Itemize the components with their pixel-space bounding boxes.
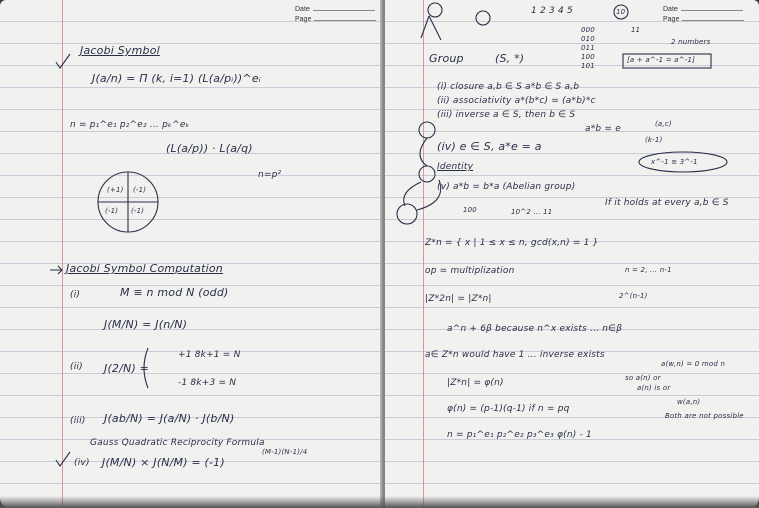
factorization: n = p₁^e₁ p₂^e₂ ... pₖ^eₖ	[70, 120, 190, 130]
item1-formula: J(M/N) = J(n/N)	[104, 318, 188, 331]
cycle-node-3	[397, 204, 417, 224]
group-heading: Group	[429, 52, 464, 65]
circle-q3: (-1)	[105, 207, 119, 215]
item4-exponent: (M-1)(N-1)/4	[262, 448, 308, 456]
zn-side: n = 2, ... n-1	[625, 266, 672, 274]
top-ones: 11	[631, 26, 641, 34]
desk-shadow	[0, 496, 759, 508]
top-numbers: 1 2 3 4 5	[531, 6, 573, 16]
date-label: Date	[295, 6, 310, 13]
identity-note: x^-1 ≡ 3^-1	[651, 158, 698, 166]
identity-label: Identity	[437, 162, 474, 172]
group-inverse: (iii) inverse a ∈ S, then b ∈ S	[437, 110, 576, 120]
group-identity: (iv) e ∈ S, a*e = a	[437, 140, 542, 153]
group-inverse-eq: a*b = e	[585, 124, 621, 134]
binary-4: 100	[581, 53, 595, 61]
group-pair: (S, *)	[495, 52, 525, 65]
page-label-right: Page	[663, 16, 680, 23]
inverse-side: a(w,n) = 0 mod n	[661, 360, 726, 368]
identity-note-2: (k-1)	[645, 136, 663, 144]
sub-note-2: 10^2 ... 11	[511, 208, 553, 216]
gauss-note: Gauss Quadratic Reciprocity Formula	[90, 438, 265, 448]
right-page	[385, 0, 759, 508]
top-circle-number: 10	[616, 8, 626, 16]
generator-note: a^n + 6β because n^x exists ... n∈β	[447, 324, 623, 334]
phi-side-1: so a(n) or	[625, 374, 661, 382]
zn-count-side: 2^(n-1)	[619, 292, 648, 300]
zn-definition: Z*n = { x | 1 ≤ x ≤ n, gcd(x,n) = 1 }	[425, 238, 599, 248]
tree-lines	[421, 16, 441, 40]
group-abelian: (v) a*b = b*a (Abelian group)	[437, 182, 576, 192]
item3-formula: J(ab/N) = J(a/N) · J(b/N)	[104, 412, 235, 425]
binary-1: 000	[581, 26, 595, 34]
page-label: Page	[295, 16, 312, 23]
zn-count: |Z*2n| = |Z*n|	[425, 294, 492, 304]
cycle-node-1	[419, 122, 435, 138]
binary-2: 010	[581, 35, 595, 43]
top-circle-a	[428, 3, 442, 17]
top-note: 2 numbers	[671, 38, 711, 46]
item2-label: (ii)	[70, 362, 83, 372]
computation-heading: Jacobi Symbol Computation	[66, 262, 223, 275]
phi-side-2: a(n) is or	[637, 384, 671, 392]
item3-label: (iii)	[70, 416, 86, 426]
binary-5: 101	[581, 62, 595, 70]
top-circle-b	[476, 11, 490, 25]
inverse-note: a∈ Z*n would have 1 ... inverse exists	[425, 350, 605, 360]
zn-operation: op = multiplization	[425, 266, 515, 276]
sub-note-1: 100	[463, 206, 477, 214]
boxed-text: [a + a^-1 = a^-1]	[627, 56, 696, 64]
jacobi-definition: J(a/n) = Π (k, i=1) (L(a/pᵢ))^eᵢ	[92, 72, 261, 85]
group-associativity: (ii) associativity a*(b*c) = (a*b)*c	[437, 96, 596, 106]
item4-label: (iv)	[74, 458, 90, 468]
both-not-possible: Both are not possible	[665, 412, 744, 420]
item2-lhs: J(2/N) =	[104, 362, 150, 375]
group-closure: (i) closure a,b ∈ S a*b ∈ S a,b	[437, 82, 580, 92]
phi-def: |Z*n| = φ(n)	[447, 378, 504, 388]
phi-side-3: w(a,n)	[677, 398, 701, 406]
item1-text: M ≡ n mod N (odd)	[120, 286, 229, 299]
last-line: n = p₁^e₁ p₂^e₂ p₃^e₃ φ(n) - 1	[447, 430, 592, 440]
item2-case2: -1 8k+3 = N	[178, 378, 237, 388]
abelian-condition: If it holds at every a,b ∈ S	[605, 198, 729, 208]
date-label-right: Date	[663, 6, 678, 13]
circle-q2: (-1)	[133, 186, 147, 194]
circle-q4: (-1)	[131, 207, 145, 215]
item1-label: (i)	[70, 290, 81, 300]
item2-case1: +1 8k+1 = N	[178, 350, 241, 360]
arrow-icon	[50, 266, 62, 274]
cycle-node-2	[419, 166, 435, 182]
checkmark-icon-2	[56, 452, 70, 466]
checkmark-icon	[56, 54, 70, 68]
circle-q1: (+1)	[107, 186, 124, 194]
phi-pq: φ(n) = (p-1)(q-1) if n = pq	[447, 404, 570, 414]
product-term: (L(a/p)) · L(a/q)	[166, 142, 253, 155]
jacobi-heading: Jacobi Symbol	[80, 44, 160, 57]
group-inverse-note: (a,c)	[655, 120, 672, 128]
side-note: n=p²	[258, 170, 282, 180]
binary-3: 011	[581, 44, 595, 52]
item4-formula: J(M/N) × J(N/M) = (-1)	[102, 456, 225, 469]
